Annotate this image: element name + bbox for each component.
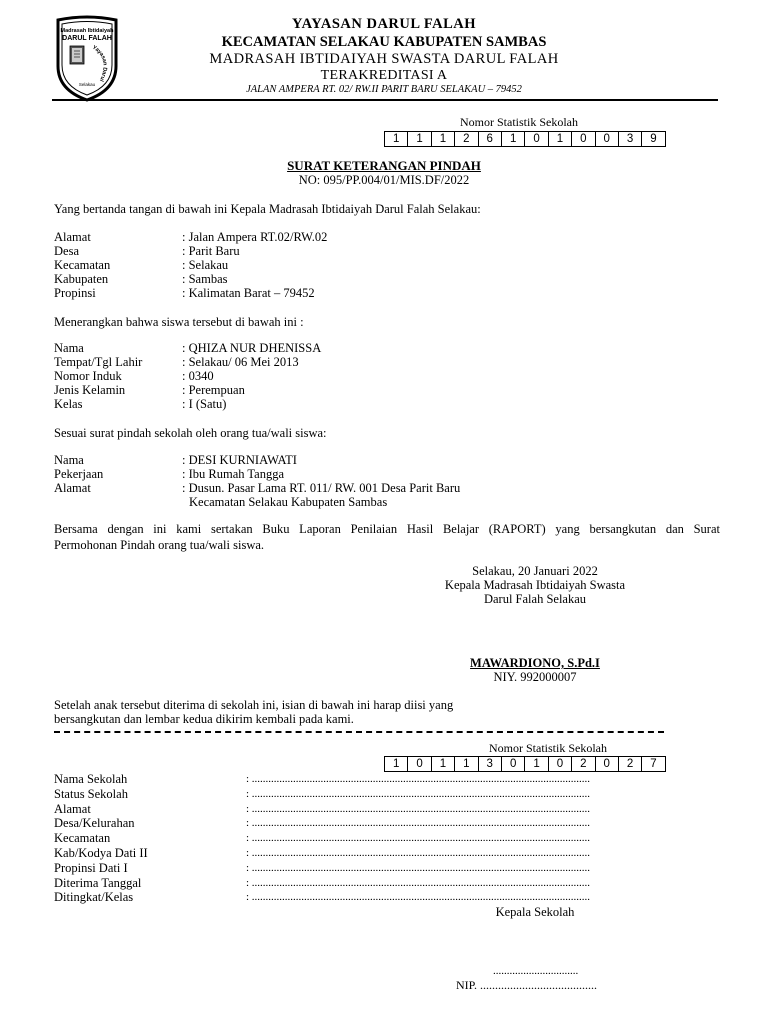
- school-info-label: Alamat: [54, 230, 91, 244]
- nss-digit: 3: [619, 132, 642, 146]
- school-info-value: : Sambas: [182, 272, 228, 286]
- student-info-value: : Selakau/ 06 Mei 2013: [182, 355, 299, 369]
- student-info-value: : I (Satu): [182, 397, 227, 411]
- student-info-label: Kelas: [54, 397, 83, 411]
- student-info-value: : QHIZA NUR DHENISSA: [182, 341, 322, 355]
- parent-info-label: Pekerjaan: [54, 467, 104, 481]
- reply-field-blank[interactable]: : ...........................................................................................................................: [246, 832, 591, 844]
- letter-title: SURAT KETERANGAN PINDAH: [287, 158, 481, 173]
- nss-digit: 0: [549, 757, 572, 771]
- nss-digit: 0: [596, 132, 619, 146]
- student-intro: Menerangkan bahwa siswa tersebut di bawah ini :: [54, 315, 304, 329]
- foundation-name: YAYASAN DARUL FALAH: [291, 16, 477, 32]
- nss-digit: 1: [525, 757, 548, 771]
- school-info-label: Kabupaten: [54, 272, 109, 286]
- reply-field-label: Diterima Tanggal: [54, 876, 142, 890]
- instruction-line-1: Setelah anak tersebut diterima di sekolah ini, isian di bawah ini harap diisi yang: [54, 698, 454, 712]
- nss-digit: 0: [572, 132, 595, 146]
- logo-top-text: Madrasah Ibtidaiyah: [60, 28, 114, 34]
- nss-digit: 1: [455, 757, 478, 771]
- parent-address-line2: Kecamatan Selakau Kabupaten Sambas: [189, 495, 388, 509]
- cut-line: [54, 731, 664, 733]
- logo-arc-text: Yayasan Darul: [91, 44, 108, 83]
- signature-position-2: Darul Falah Selakau: [483, 592, 587, 606]
- nss-digit: 7: [650, 758, 657, 770]
- nss-digit: 1: [432, 757, 455, 771]
- student-info-value: : Perempuan: [182, 383, 245, 397]
- signature-position-1: Kepala Madrasah Ibtidaiyah Swasta: [444, 578, 626, 592]
- signatory-name: MAWARDIONO, S.Pd.I: [470, 656, 600, 670]
- school-address: JALAN AMPERA RT. 02/ RW.II PARIT BARU SELAKAU – 79452: [246, 84, 522, 95]
- reply-field-blank[interactable]: : ...........................................................................................................................: [246, 891, 591, 903]
- nss-bottom-label: Nomor Statistik Sekolah: [489, 741, 607, 755]
- nss-digit: 2: [619, 757, 642, 771]
- reply-field-blank[interactable]: : ...........................................................................................................................: [246, 788, 591, 800]
- reply-field-label: Ditingkat/Kelas: [54, 890, 134, 904]
- school-info-value: : Parit Baru: [182, 244, 240, 258]
- school-name: MADRASAH IBTIDAIYAH SWASTA DARUL FALAH: [209, 51, 559, 67]
- nss-digit: 1: [502, 132, 525, 146]
- school-info-value: : Selakau: [182, 258, 229, 272]
- reply-field-label: Propinsi Dati I: [54, 861, 128, 875]
- nss-top-label: Nomor Statistik Sekolah: [460, 115, 578, 129]
- letter-intro: Yang bertanda tangan di bawah ini Kepala Madrasah Ibtidaiyah Darul Falah Selakau:: [54, 202, 481, 216]
- school-info-value: : Kalimatan Barat – 79452: [182, 286, 315, 300]
- nss-bottom-boxes: [384, 756, 666, 772]
- letterhead-divider: [52, 99, 718, 101]
- head-nip: NIP. .......................................: [456, 978, 598, 992]
- closing-line-2: Permohonan Pindah orang tua/wali siswa.: [54, 538, 265, 552]
- parent-info-label: Nama: [54, 453, 84, 467]
- logo-name-text: DARUL FALAH: [62, 35, 112, 42]
- student-info-value: : 0340: [182, 369, 214, 383]
- nss-digit: 3: [479, 757, 502, 771]
- head-signature-blank[interactable]: ...............................: [493, 965, 579, 977]
- parent-intro: Sesuai surat pindah sekolah oleh orang tua/wali siswa:: [54, 426, 327, 440]
- accreditation: TERAKREDITASI A: [320, 68, 448, 83]
- reply-field-blank[interactable]: : ...........................................................................................................................: [246, 803, 591, 815]
- nss-digit: 2: [455, 132, 478, 146]
- nss-digit: 1: [432, 132, 455, 146]
- parent-info-label: Alamat: [54, 481, 91, 495]
- reply-field-label: Kecamatan: [54, 831, 111, 845]
- student-info-label: Nama: [54, 341, 84, 355]
- reply-field-label: Alamat: [54, 802, 91, 816]
- nss-digit: 9: [650, 133, 657, 145]
- school-info-value: : Jalan Ampera RT.02/RW.02: [182, 230, 328, 244]
- letter-number: NO: 095/PP.004/01/MIS.DF/2022: [298, 173, 470, 187]
- signatory-niy: NIY. 992000007: [493, 670, 577, 684]
- school-info-label: Kecamatan: [54, 258, 111, 272]
- nss-digit: 0: [502, 757, 525, 771]
- nss-digit: 1: [549, 132, 572, 146]
- school-info-label: Desa: [54, 244, 79, 258]
- nss-digit: 1: [408, 132, 431, 146]
- parent-info-value: : DESI KURNIAWATI: [182, 453, 297, 467]
- student-info-label: Jenis Kelamin: [54, 383, 126, 397]
- parent-info-value: : Dusun. Pasar Lama RT. 011/ RW. 001 Desa Parit Baru: [182, 481, 461, 495]
- reply-field-label: Nama Sekolah: [54, 772, 128, 786]
- reply-field-blank[interactable]: : ...........................................................................................................................: [246, 773, 591, 785]
- school-info-label: Propinsi: [54, 286, 96, 300]
- reply-field-blank[interactable]: : ...........................................................................................................................: [246, 877, 591, 889]
- closing-line-1: Bersama dengan ini kami sertakan Buku Laporan Penilaian Hasil Belajar (RAPORT) yang bersangkutan dan Surat: [54, 522, 720, 536]
- district-name: KECAMATAN SELAKAU KABUPATEN SAMBAS: [221, 34, 547, 50]
- reply-field-label: Kab/Kodya Dati II: [54, 846, 148, 860]
- student-info-label: Nomor Induk: [54, 369, 122, 383]
- logo-bottom-text: Selakau: [78, 82, 96, 87]
- nss-digit: 1: [385, 757, 408, 771]
- nss-digit: 2: [572, 757, 595, 771]
- head-of-school-title: Kepala Sekolah: [495, 905, 575, 919]
- nss-digit: 0: [408, 757, 431, 771]
- signature-place-date: Selakau, 20 Januari 2022: [472, 564, 598, 578]
- student-info-label: Tempat/Tgl Lahir: [54, 355, 143, 369]
- reply-field-blank[interactable]: : ...........................................................................................................................: [246, 862, 591, 874]
- nss-digit: 1: [385, 132, 408, 146]
- nss-digit: 6: [479, 132, 502, 146]
- reply-field-blank[interactable]: : ...........................................................................................................................: [246, 847, 591, 859]
- nss-top-boxes: [384, 131, 666, 147]
- reply-field-blank[interactable]: : ...........................................................................................................................: [246, 817, 591, 829]
- reply-field-label: Desa/Kelurahan: [54, 816, 135, 830]
- reply-field-label: Status Sekolah: [54, 787, 128, 801]
- nss-digit: 0: [525, 132, 548, 146]
- parent-info-value: : Ibu Rumah Tangga: [182, 467, 285, 481]
- instruction-line-2: bersangkutan dan lembar kedua dikirim kembali pada kami.: [54, 712, 354, 726]
- nss-digit: 0: [596, 757, 619, 771]
